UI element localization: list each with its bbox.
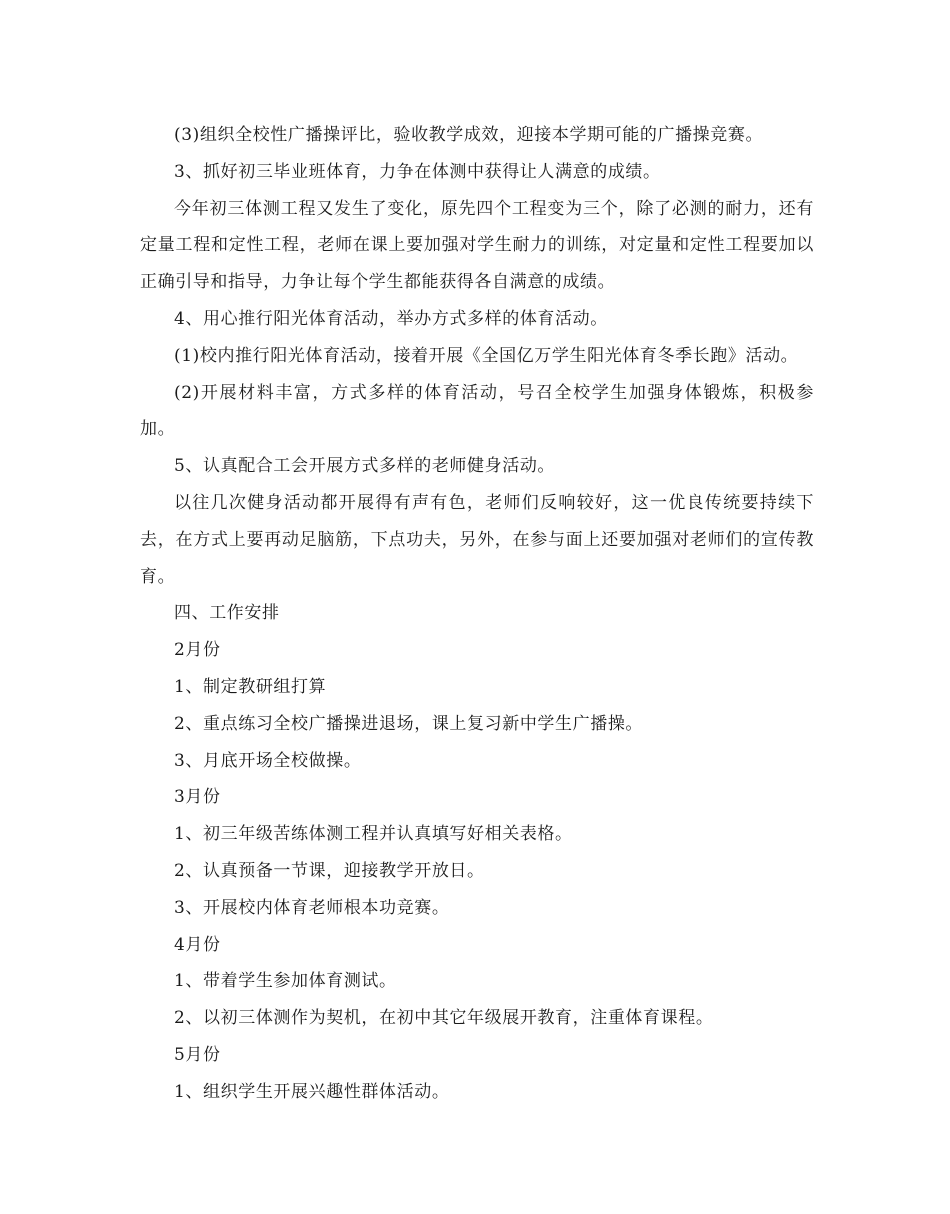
list-item: 1、组织学生开展兴趣性群体活动。	[174, 1081, 450, 1102]
list-item: 1、初三年级苦练体测工程并认真填写好相关表格。	[174, 824, 573, 845]
paragraph: (3)组织全校性广播操评比，验收教学成效，迎接本学期可能的广播操竞赛。	[174, 125, 764, 145]
list-item: 2、认真预备一节课，迎接教学开放日。	[174, 860, 485, 881]
list-item: 1、带着学生参加体育测试。	[174, 971, 397, 992]
paragraph: 4、用心推行阳光体育活动，举办方式多样的体育活动。	[174, 308, 608, 329]
paragraph: 今年初三体测工程又发生了变化，原先四个工程变为三个，除了必测的耐力，还有定量工程和定性工程，老师在课上要加强对学生耐力的训练，对定量和定性工程要加以正确引导和指导，力争让每个学生都能获得各自满意的成绩。	[140, 198, 814, 293]
paragraph: (2)开展材料丰富，方式多样的体育活动，号召全校学生加强身体锻炼，积极参加。	[140, 382, 814, 440]
paragraph: 3、抓好初三毕业班体育，力争在体测中获得让人满意的成绩。	[174, 161, 661, 182]
paragraph: (1)校内推行阳光体育活动，接着开展《全国亿万学生阳光体育冬季长跑》活动。	[174, 345, 799, 366]
list-item: 2、重点练习全校广播操进退场，课上复习新中学生广播操。	[174, 713, 644, 734]
list-item: 2、以初三体测作为契机，在初中其它年级展开教育，注重体育课程。	[174, 1008, 714, 1029]
month-heading: 5月份	[174, 1044, 221, 1065]
month-heading: 2月份	[174, 640, 221, 661]
paragraph: 5、认真配合工会开展方式多样的老师健身活动。	[174, 456, 556, 477]
paragraph: 以往几次健身活动都开展得有声有色，老师们反响较好，这一优良传统要持续下去，在方式上要再动足脑筋，下点功夫，另外，在参与面上还要加强对老师们的宣传教育。	[140, 492, 814, 587]
list-item: 1、制定教研组打算	[174, 676, 327, 697]
document-body	[140, 117, 814, 1111]
month-heading: 4月份	[174, 934, 221, 955]
month-heading: 3月份	[174, 787, 221, 808]
list-item: 3、开展校内体育老师根本功竞赛。	[174, 897, 450, 918]
section-heading: 四、工作安排	[174, 603, 280, 624]
list-item: 3、月底开场全校做操。	[174, 750, 362, 771]
